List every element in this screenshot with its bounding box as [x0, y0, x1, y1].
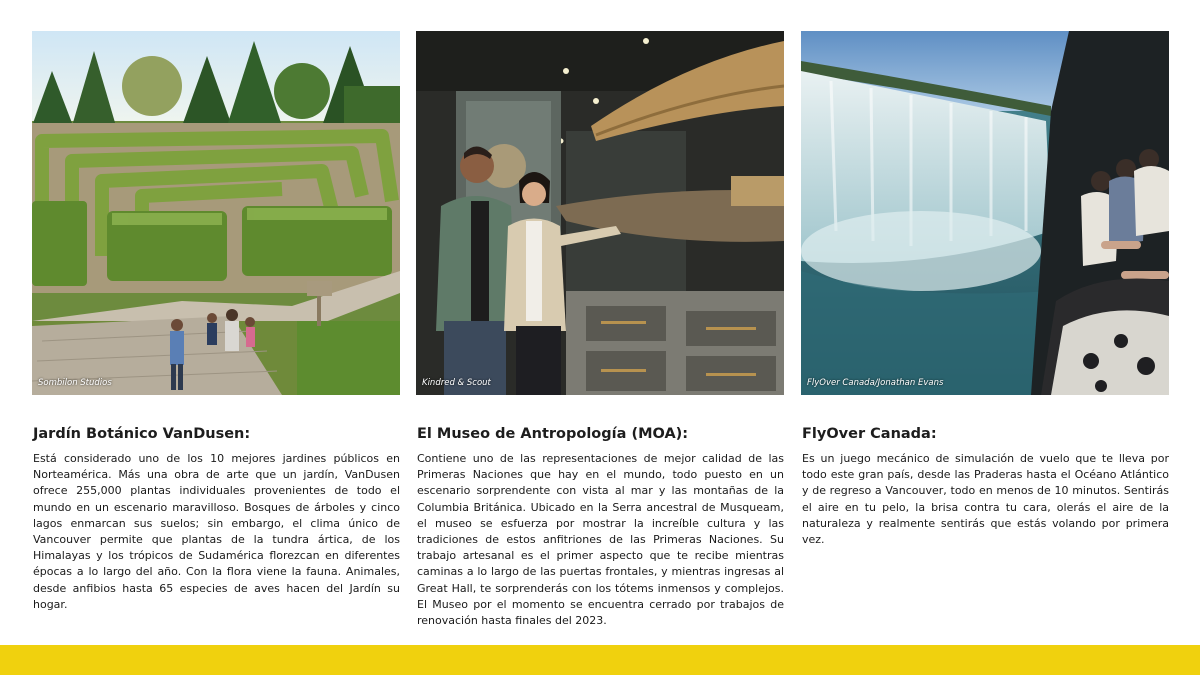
section-vandusen	[32, 31, 400, 613]
photo-credit: FlyOver Canada/Jonathan Evans	[807, 378, 944, 388]
section-body: Está considerado uno de los 10 mejores jardines públicos en Norteamérica. Más una obra de arte que un jardín, VanDusen ofrece 255,000 plantas individuales provenientes de todo el mundo en un escenario maravilloso. Bosques de árboles y cinco lagos enmarcan sus suelos; sin embargo, el clima único de Vancouver permite que plantas de la tundra ártica, de los Himalayas y los trópicos de Sudamérica florezcan en diferentes épocas a lo largo del año. Con la flora viene la fauna. Animales, desde anfibios hasta 65 especies de aves hacen del Jardín su hogar.	[33, 452, 400, 611]
section-flyover	[801, 31, 1169, 548]
museum-photo	[416, 31, 784, 395]
section-title: Jardín Botánico VanDusen:	[33, 426, 251, 442]
photo-credit: Kindred & Scout	[422, 378, 491, 388]
garden-maze-photo	[32, 31, 400, 395]
section-title: El Museo de Antropología (MOA):	[417, 426, 689, 442]
flyover-photo	[801, 31, 1169, 395]
section-moa	[416, 31, 784, 629]
section-title: FlyOver Canada:	[802, 426, 937, 442]
photo-credit: Sombilon Studios	[38, 378, 112, 388]
section-body: Es un juego mecánico de simulación de vuelo que te lleva por todo este gran país, desde las Praderas hasta el Océano Atlántico y de regreso a Vancouver, todo en menos de 10 minutos. Sentirás el aire en tu pelo, la brisa contra tu cara, olerás el aire de la naturaleza y realmente sentirás que estás volando por primera vez.	[802, 452, 1169, 547]
section-body: Contiene uno de las representaciones de mejor calidad de las Primeras Naciones que hay en el mundo, todo puesto en un escenario sorprendente con vista al mar y las montañas de la Columbia Británica. Ubicado en la Serra ancestral de Musqueam, el museo se esfuerza por mostrar la increíble cultura y las tradiciones de estos anfitriones de las Primeras Naciones. Su trabajo artesanal es el primer aspecto que te recibe mientras caminas a lo largo de las puertas frontales, y mientras ingresas al Great Hall, te sorprenderás con los tótems inmensos y complejos. El Museo por el momento se encuentra cerrado por trabajos de renovación hasta finales del 2023.	[417, 452, 784, 628]
footer-accent-bar	[0, 645, 1200, 675]
